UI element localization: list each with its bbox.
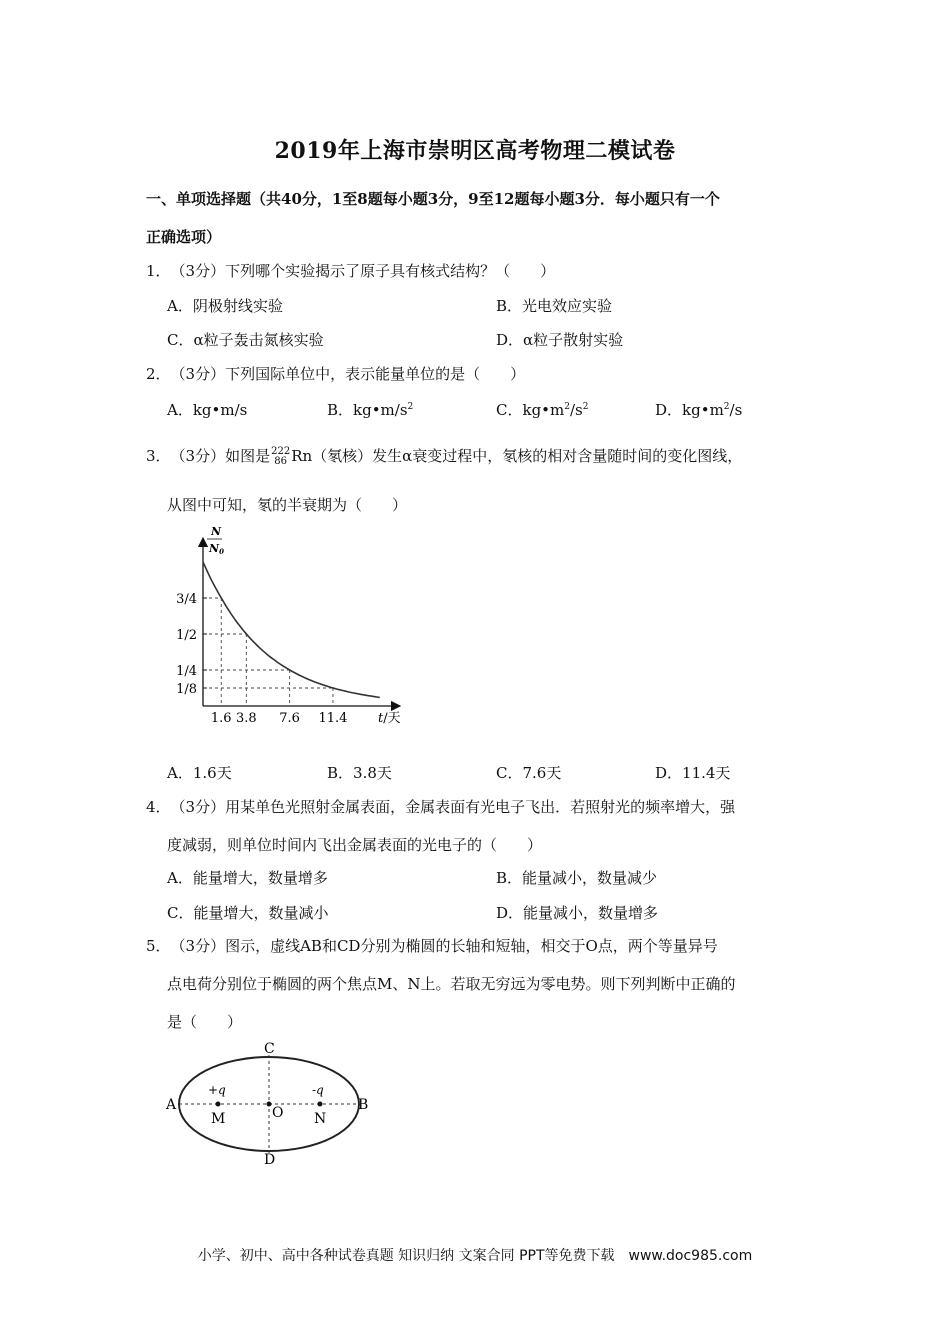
q2-option-c[interactable] xyxy=(496,399,588,420)
q2-option-a[interactable]: A．kg•m/s xyxy=(167,401,248,419)
exponent: 2 xyxy=(564,402,570,412)
q3-option-a[interactable]: A．1.6天 xyxy=(167,764,232,782)
question-5 xyxy=(146,936,816,956)
x-tick-label: 11.4 xyxy=(318,711,348,726)
y-tick-label: 1/4 xyxy=(176,664,197,679)
x-tick-label: 7.6 xyxy=(279,711,300,726)
q3-option-d[interactable]: D．11.4天 xyxy=(655,764,731,782)
question-text: （氡核）发生α衰变过程中，氡核的相对含量随时间的变化图线， xyxy=(312,447,743,465)
decay-curve xyxy=(203,562,380,697)
y-label-denominator: N0 xyxy=(209,542,224,556)
question-number: 5． xyxy=(146,937,171,955)
q3-option-c[interactable]: C．7.6天 xyxy=(496,764,562,782)
element-symbol: Rn xyxy=(291,447,313,465)
q3-option-b[interactable]: B．3.8天 xyxy=(327,764,392,782)
mass-number: 222 xyxy=(271,446,291,457)
question-1 xyxy=(146,261,816,281)
option-text: D．kg•m xyxy=(655,401,724,419)
q1-option-c[interactable]: C．α粒子轰击氮核实验 xyxy=(167,331,324,349)
focus-m-point xyxy=(216,1102,221,1107)
page-title: 2019年上海市崇明区高考物理二模试卷 xyxy=(274,138,676,164)
q1-option-a[interactable]: A．阴极射线实验 xyxy=(167,297,283,315)
option-text: C．kg•m xyxy=(496,401,565,419)
option-text: /s xyxy=(729,401,743,419)
question-3-line2: 从图中可知，氡的半衰期为（ ） xyxy=(167,496,408,514)
label-minus-q: -q xyxy=(312,1083,324,1097)
label-d: D xyxy=(264,1152,276,1168)
x-axis-label: t/天 xyxy=(378,711,401,726)
x-tick-label: 3.8 xyxy=(235,711,257,726)
q1-option-d[interactable]: D．α粒子散射实验 xyxy=(496,331,624,349)
q4-option-a[interactable]: A．能量增大，数量增多 xyxy=(167,869,328,887)
q4-option-b[interactable]: B．能量减小，数量减少 xyxy=(496,869,658,887)
exponent: 2 xyxy=(582,402,589,412)
section-heading-line1: 一、单项选择题（共40分，1至8题每小题3分，9至12题每小题3分．每小题只有一个 xyxy=(146,190,720,208)
center-o-point xyxy=(267,1102,272,1107)
question-number: 3． xyxy=(146,447,171,465)
atomic-number: 86 xyxy=(274,456,287,467)
exponent: 2 xyxy=(723,402,730,412)
label-a: A xyxy=(166,1097,177,1113)
label-b: B xyxy=(358,1097,369,1113)
question-5-line2: 点电荷分别位于椭圆的两个焦点M、N上。若取无穷远为零电势。则下列判断中正确的 xyxy=(167,975,736,993)
question-number: 1． xyxy=(146,262,171,280)
label-c: C xyxy=(264,1041,275,1057)
q4-option-d[interactable]: D．能量减小，数量增多 xyxy=(496,904,659,922)
label-n: N xyxy=(314,1111,327,1127)
question-4 xyxy=(146,797,816,817)
question-text: （3分）如图是 xyxy=(170,447,271,465)
nuclide-notation xyxy=(271,447,290,467)
label-m: M xyxy=(211,1111,226,1127)
question-4-line2: 度减弱，则单位时间内飞出金属表面的光电子的（ ） xyxy=(167,836,543,854)
y-label-numerator: N xyxy=(211,525,222,538)
question-5-line3: 是（ ） xyxy=(167,1013,243,1031)
section-heading-line2: 正确选项） xyxy=(146,228,222,246)
x-tick-label: 1.6 xyxy=(210,711,232,726)
q2-option-b[interactable] xyxy=(327,399,413,420)
focus-n-point xyxy=(318,1102,323,1107)
decay-chart xyxy=(160,522,420,732)
exponent: 2 xyxy=(407,402,414,412)
y-tick-label: 3/4 xyxy=(176,592,197,607)
y-tick-label: 1/2 xyxy=(176,628,197,643)
question-3 xyxy=(146,446,816,467)
question-text: （3分）用某单色光照射金属表面，金属表面有光电子飞出．若照射光的频率增大，强 xyxy=(170,798,736,816)
question-number: 2． xyxy=(146,365,171,383)
label-plus-q: +q xyxy=(208,1083,226,1097)
y-tick-label: 1/8 xyxy=(176,682,197,697)
question-text: （3分）下列国际单位中，表示能量单位的是（ ） xyxy=(170,365,526,383)
option-text: /s xyxy=(569,401,583,419)
ellipse-diagram xyxy=(160,1038,380,1170)
question-2 xyxy=(146,364,816,384)
chart-guides xyxy=(203,598,333,706)
question-text: （3分）图示，虚线AB和CD分别为椭圆的长轴和短轴，相交于O点，两个等量异号 xyxy=(170,937,718,955)
option-text: B．kg•m/s xyxy=(327,401,408,419)
q1-option-b[interactable]: B．光电效应实验 xyxy=(496,297,613,315)
page-footer: 小学、初中、高中各种试卷真题 知识归纳 文案合同 PPT等免费下载 www.doc985.com xyxy=(197,1248,753,1264)
question-text: （3分）下列哪个实验揭示了原子具有核式结构？（ ） xyxy=(170,262,556,280)
label-o: O xyxy=(272,1105,284,1121)
question-number: 4． xyxy=(146,798,171,816)
q4-option-c[interactable]: C．能量增大，数量减小 xyxy=(167,904,329,922)
q2-option-d[interactable] xyxy=(655,399,742,420)
